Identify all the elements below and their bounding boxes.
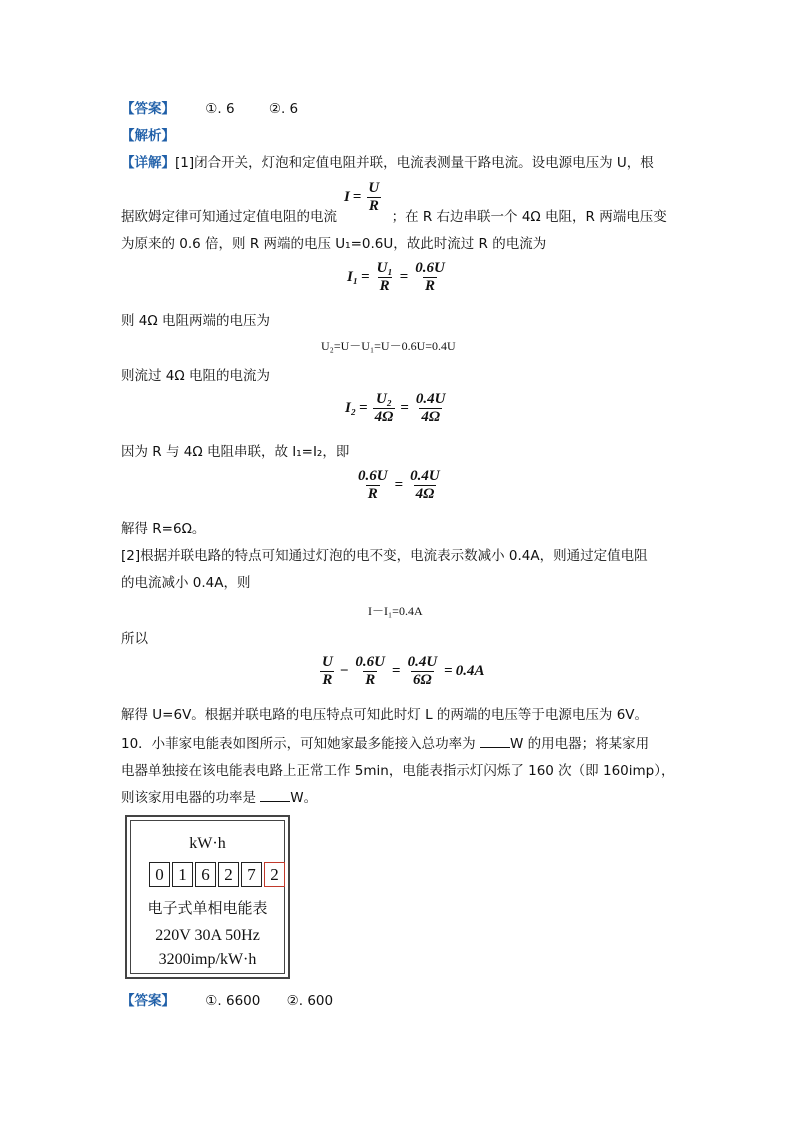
- equation-solve-U: $\frac{U}{R}$ − $\frac{0.6U}{R}$ = $\frac{0.4U}{6\Omega}$ = 0.4A: [322, 654, 485, 688]
- detail-line-3: 为原来的 0.6 倍，则 R 两端的电压 U₁=0.6U，故此时流过 R 的电流为: [121, 236, 547, 252]
- eq4-n1: 0.6U: [358, 468, 388, 484]
- eq4-d2: 4Ω: [415, 486, 435, 502]
- answer-line-2: [121, 989, 333, 1009]
- detail-tag: 【详解】: [121, 155, 175, 171]
- meter-digit: 7: [241, 862, 262, 887]
- meter-constant: 3200imp/kW·h: [158, 951, 257, 968]
- detail-line-2: [121, 205, 667, 225]
- meter-digit: 1: [172, 862, 193, 887]
- eq1-lhs: I₁: [347, 269, 359, 285]
- answer-2-part-2: ②. 600: [286, 993, 334, 1009]
- equation-I1: I₁ = $\frac{\text{U₁}}{R}$ = $\frac{0.6U}{R}$: [347, 260, 445, 294]
- q10-text-1a: 10．小菲家电能表如图所示，可知她家最多能接入总功率为: [121, 736, 476, 752]
- eq6-d3: 6Ω: [413, 672, 432, 688]
- equation-equal-currents: $\frac{0.6U}{R}$ = $\frac{0.4U}{4\Omega}$: [358, 468, 440, 502]
- eq6-d2: R: [365, 672, 376, 688]
- q10-text-1b: W 的用电器；将某家用: [509, 736, 650, 752]
- meter-digit: 2: [218, 862, 239, 887]
- eq1-n1: U₁: [376, 260, 393, 276]
- meter-rating: 220V 30A 50Hz: [155, 927, 260, 944]
- detail-line-4: 则 4Ω 电阻两端的电压为: [121, 313, 270, 329]
- answer-2-part-1: ①. 6600: [205, 993, 261, 1009]
- detail-line-6: 因为 R 与 4Ω 电阻串联，故 I₁=I₂，即: [121, 444, 350, 460]
- equation-I2: I₂ = $\frac{\text{U₂}}{4\Omega}$ = $\frac{0.4U}{4\Omega}$: [345, 391, 446, 425]
- answer-blank-1: [480, 736, 510, 748]
- detail-line-11: 解得 U=6V。根据并联电路的电压特点可知此时灯 L 的两端的电压等于电源电压为 6V。: [121, 707, 649, 723]
- ohm-law-formula: I = $\frac{U}{R}$: [344, 180, 380, 214]
- energy-meter-inner-frame: [130, 820, 285, 974]
- answer-line-1: [121, 97, 298, 117]
- q10-text-3b: W。: [290, 790, 318, 806]
- meter-digits: [149, 862, 287, 887]
- meter-digit-decimal: 2: [264, 862, 285, 887]
- ohm-I: I: [344, 189, 350, 205]
- eq1-d2: R: [425, 278, 436, 294]
- ohm-R: R: [368, 198, 379, 214]
- eq1-n2: 0.6U: [415, 260, 445, 276]
- detail-text-2a: 据欧姆定律可知通过定值电阻的电流: [121, 209, 337, 225]
- question-10-line-3: [121, 786, 317, 806]
- answer-1-part-1: ①. 6: [205, 101, 235, 117]
- meter-digit: 0: [149, 862, 170, 887]
- detail-line-7: 解得 R=6Ω。: [121, 521, 206, 537]
- meter-name: 电子式单相电能表: [147, 899, 268, 917]
- detail-line-9: 的电流减小 0.4A，则: [121, 575, 251, 591]
- energy-meter-figure: [125, 815, 290, 979]
- eq6-rhs: 0.4A: [455, 663, 485, 679]
- question-10-line-1: [121, 732, 649, 752]
- eq3-n1: U₂: [375, 391, 393, 407]
- eq4-n2: 0.4U: [410, 468, 440, 484]
- eq3-n2: 0.4U: [415, 391, 446, 407]
- answer-blank-2: [260, 790, 290, 802]
- eq3-lhs: I₂: [345, 400, 357, 416]
- answer-1-part-2: ②. 6: [268, 101, 299, 117]
- equation-current-diff: I－I₁=0.4A: [368, 604, 423, 618]
- eq6-n1: U: [322, 654, 333, 670]
- detail-line-10: 所以: [121, 631, 148, 647]
- detail-line-5: 则流过 4Ω 电阻的电流为: [121, 368, 270, 384]
- q10-text-3a: 则该家用电器的功率是: [121, 790, 256, 806]
- equation-U2: U₂=U－U₁=U－0.6U=0.4U: [321, 339, 456, 353]
- answer-tag: 【答案】: [121, 993, 175, 1009]
- answer-tag: 【答案】: [121, 101, 175, 117]
- detail-line-8: [2]根据并联电路的特点可知通过灯泡的电不变，电流表示数减小 0.4A，则通过定值电阻: [121, 548, 648, 564]
- meter-digit: 6: [195, 862, 216, 887]
- eq6-n3: 0.4U: [407, 654, 438, 670]
- eq6-d1: R: [322, 672, 333, 688]
- detail-text-2b: ；在 R 右边串联一个 4Ω 电阻，R 两端电压变: [391, 209, 667, 225]
- analysis-tag: 【解析】: [121, 128, 175, 144]
- question-10-line-2: 电器单独接在该电能表电路上正常工作 5min，电能表指示灯闪烁了 160 次（即 160imp），: [121, 763, 675, 779]
- ohm-U: U: [368, 180, 380, 196]
- eq1-d1: R: [379, 278, 390, 294]
- eq6-n2: 0.6U: [355, 654, 385, 670]
- eq3-d2: 4Ω: [421, 409, 441, 425]
- eq4-d1: R: [367, 486, 378, 502]
- eq3-d1: 4Ω: [374, 409, 394, 425]
- detail-text-1: [1]闭合开关，灯泡和定值电阻并联，电流表测量干路电流。设电源电压为 U，根: [175, 155, 654, 171]
- detail-line-1: [121, 151, 654, 171]
- meter-unit: kW·h: [189, 835, 226, 852]
